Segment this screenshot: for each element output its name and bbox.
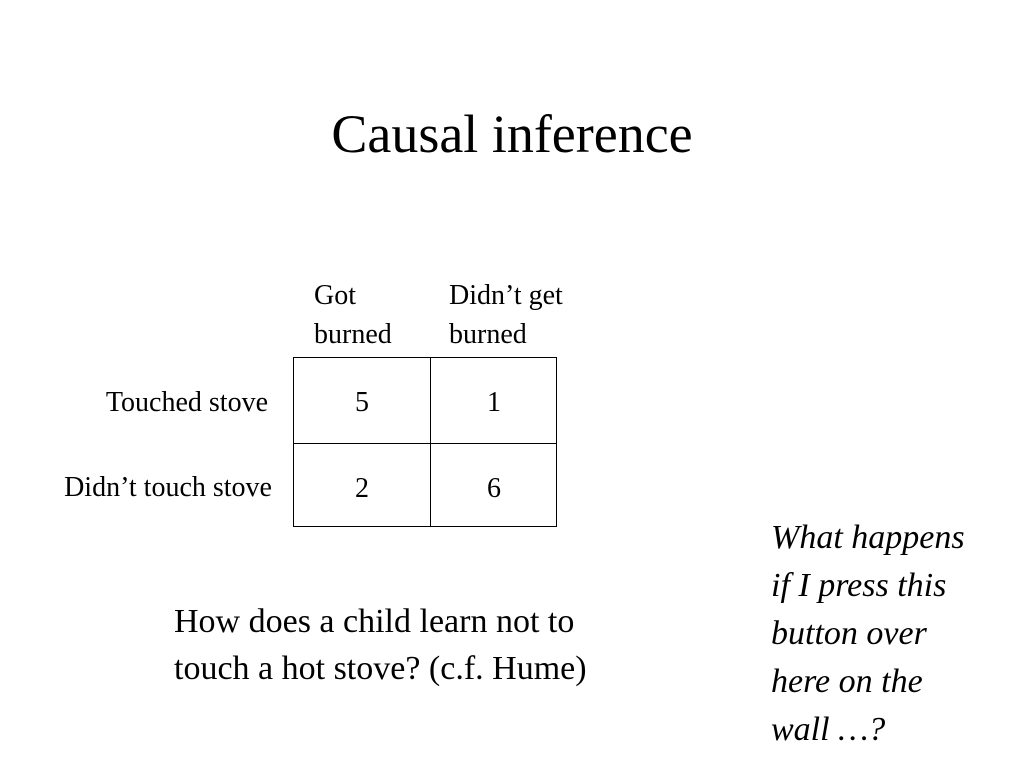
aside-line: button over <box>771 615 927 652</box>
column-header-got-burned <box>314 276 392 354</box>
column-header-line: burned <box>314 319 392 350</box>
question-line: How does a child learn not to <box>174 603 575 640</box>
aside-line: here on the <box>771 663 923 700</box>
aside-line: What happens <box>771 519 965 556</box>
aside-note <box>771 514 965 754</box>
column-header-line: burned <box>449 319 527 350</box>
slide-title: Causal inference <box>331 104 693 164</box>
contingency-table <box>293 357 557 527</box>
aside-line: wall …? <box>771 711 886 748</box>
question-text <box>174 598 587 692</box>
column-header-line: Got <box>314 280 356 311</box>
question-line: touch a hot stove? (c.f. Hume) <box>174 650 587 687</box>
aside-line: if I press this <box>771 567 947 604</box>
column-header-didnt-get-burned <box>449 276 563 354</box>
row-label-touched-stove: Touched stove <box>105 387 268 418</box>
table-divider-horizontal <box>294 443 556 444</box>
cell-not-touched-not-burned: 6 <box>487 473 501 504</box>
column-header-line: Didn’t get <box>449 280 563 311</box>
cell-touched-burned: 5 <box>355 387 369 418</box>
row-label-didnt-touch-stove: Didn’t touch stove <box>64 472 272 503</box>
cell-touched-not-burned: 1 <box>487 387 501 418</box>
cell-not-touched-burned: 2 <box>355 473 369 504</box>
